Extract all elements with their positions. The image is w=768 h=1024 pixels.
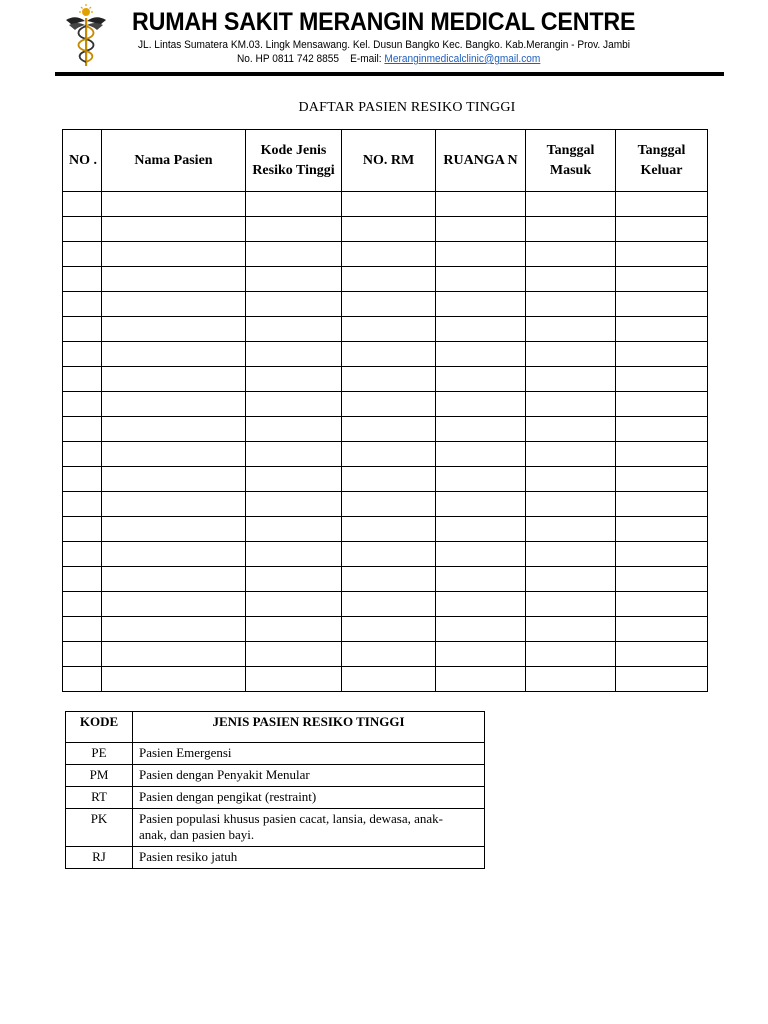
table-cell[interactable]: [616, 192, 708, 217]
table-cell[interactable]: [102, 417, 246, 442]
table-cell[interactable]: [342, 592, 436, 617]
table-cell[interactable]: [63, 267, 102, 292]
table-row: [63, 242, 708, 267]
table-row: [63, 542, 708, 567]
header-no-rm: NO. RM: [342, 130, 436, 192]
table-cell[interactable]: [342, 567, 436, 592]
table-cell[interactable]: [246, 567, 342, 592]
contact-line: [237, 53, 540, 65]
legend-description: Pasien populasi khusus pasien cacat, lansia, dewasa, anak-anak, dan pasien bayi.: [133, 809, 485, 847]
table-cell[interactable]: [526, 542, 616, 567]
header-ruangan: RUANGA N: [436, 130, 526, 192]
legend-header-row: [66, 712, 485, 743]
table-row: [63, 642, 708, 667]
table-row: [63, 517, 708, 542]
table-cell[interactable]: [63, 517, 102, 542]
table-cell[interactable]: [436, 642, 526, 667]
table-cell[interactable]: [436, 242, 526, 267]
legend-row: [66, 809, 485, 847]
table-cell[interactable]: [342, 617, 436, 642]
table-cell[interactable]: [526, 217, 616, 242]
table-cell[interactable]: [246, 342, 342, 367]
table-cell[interactable]: [102, 367, 246, 392]
legend-description: Pasien Emergensi: [133, 743, 485, 765]
table-cell[interactable]: [246, 442, 342, 467]
table-cell[interactable]: [436, 192, 526, 217]
legend-code: PM: [66, 765, 133, 787]
table-cell[interactable]: [436, 667, 526, 692]
caduceus-icon: [64, 4, 108, 68]
table-cell[interactable]: [342, 492, 436, 517]
table-cell[interactable]: [526, 242, 616, 267]
table-cell[interactable]: [342, 467, 436, 492]
table-cell[interactable]: [102, 392, 246, 417]
email-label: E-mail:: [350, 53, 382, 65]
table-row: [63, 467, 708, 492]
table-cell[interactable]: [102, 642, 246, 667]
table-cell[interactable]: [246, 417, 342, 442]
table-cell[interactable]: [436, 442, 526, 467]
table-cell[interactable]: [616, 642, 708, 667]
legend-row: [66, 847, 485, 869]
table-cell[interactable]: [526, 567, 616, 592]
patient-table-body: [63, 192, 708, 692]
table-cell[interactable]: [436, 592, 526, 617]
table-row: [63, 342, 708, 367]
legend-code: RJ: [66, 847, 133, 869]
table-cell[interactable]: [102, 667, 246, 692]
table-cell[interactable]: [102, 517, 246, 542]
table-cell[interactable]: [102, 342, 246, 367]
table-cell[interactable]: [436, 617, 526, 642]
table-cell[interactable]: [342, 217, 436, 242]
table-cell[interactable]: [63, 292, 102, 317]
table-cell[interactable]: [526, 642, 616, 667]
table-cell[interactable]: [246, 542, 342, 567]
table-cell[interactable]: [102, 317, 246, 342]
table-cell[interactable]: [63, 417, 102, 442]
table-cell[interactable]: [63, 392, 102, 417]
table-row: [63, 442, 708, 467]
table-cell[interactable]: [436, 467, 526, 492]
table-cell[interactable]: [246, 267, 342, 292]
table-cell[interactable]: [436, 492, 526, 517]
table-cell[interactable]: [436, 517, 526, 542]
legend-code: RT: [66, 787, 133, 809]
table-cell[interactable]: [246, 592, 342, 617]
letterhead-divider: [55, 72, 724, 76]
legend-header-kode: KODE: [66, 712, 133, 743]
table-cell[interactable]: [616, 467, 708, 492]
table-cell[interactable]: [526, 317, 616, 342]
table-cell[interactable]: [102, 242, 246, 267]
table-cell[interactable]: [526, 517, 616, 542]
table-cell[interactable]: [63, 592, 102, 617]
table-cell[interactable]: [526, 417, 616, 442]
table-cell[interactable]: [616, 492, 708, 517]
table-cell[interactable]: [526, 367, 616, 392]
table-cell[interactable]: [63, 367, 102, 392]
table-cell[interactable]: [102, 617, 246, 642]
hospital-address: JL. Lintas Sumatera KM.03. Lingk Mensawang. Kel. Dusun Bangko Kec. Bangko. Kab.Merangin - Prov. Jambi: [138, 39, 631, 51]
table-cell[interactable]: [526, 267, 616, 292]
table-cell[interactable]: [342, 667, 436, 692]
legend-row: [66, 787, 485, 809]
table-cell[interactable]: [246, 367, 342, 392]
table-cell[interactable]: [102, 567, 246, 592]
table-cell[interactable]: [63, 667, 102, 692]
table-row: [63, 667, 708, 692]
table-cell[interactable]: [342, 192, 436, 217]
letterhead: [0, 0, 768, 80]
table-cell[interactable]: [63, 467, 102, 492]
table-cell[interactable]: [436, 292, 526, 317]
legend-header-jenis: JENIS PASIEN RESIKO TINGGI: [133, 712, 485, 743]
table-cell[interactable]: [616, 317, 708, 342]
legend-table: [65, 711, 485, 869]
legend-code: PK: [66, 809, 133, 847]
table-cell[interactable]: [616, 367, 708, 392]
table-row: [63, 492, 708, 517]
table-row: [63, 217, 708, 242]
table-cell[interactable]: [102, 492, 246, 517]
table-row: [63, 417, 708, 442]
table-cell[interactable]: [63, 317, 102, 342]
table-cell[interactable]: [526, 192, 616, 217]
legend-description: Pasien dengan pengikat (restraint): [133, 787, 485, 809]
email-link[interactable]: Meranginmedicalclinic@gmail.com: [384, 53, 541, 65]
table-cell[interactable]: [102, 292, 246, 317]
table-cell[interactable]: [616, 567, 708, 592]
table-cell[interactable]: [246, 467, 342, 492]
table-row: [63, 567, 708, 592]
table-cell[interactable]: [246, 242, 342, 267]
table-cell[interactable]: [526, 467, 616, 492]
table-cell[interactable]: [616, 592, 708, 617]
table-cell[interactable]: [342, 417, 436, 442]
table-cell[interactable]: [616, 417, 708, 442]
table-cell[interactable]: [342, 267, 436, 292]
table-cell[interactable]: [526, 492, 616, 517]
table-cell[interactable]: [526, 592, 616, 617]
legend-description: Pasien resiko jatuh: [133, 847, 485, 869]
table-cell[interactable]: [526, 667, 616, 692]
table-cell[interactable]: [102, 542, 246, 567]
table-cell[interactable]: [342, 542, 436, 567]
table-cell[interactable]: [526, 442, 616, 467]
table-cell[interactable]: [102, 192, 246, 217]
table-cell[interactable]: [436, 342, 526, 367]
table-cell[interactable]: [616, 267, 708, 292]
table-cell[interactable]: [246, 517, 342, 542]
table-cell[interactable]: [616, 442, 708, 467]
header-no: NO .: [63, 130, 102, 192]
table-row: [63, 192, 708, 217]
table-cell[interactable]: [526, 617, 616, 642]
table-cell[interactable]: [246, 317, 342, 342]
header-kode-jenis: Kode Jenis Resiko Tinggi: [246, 130, 342, 192]
table-cell[interactable]: [63, 642, 102, 667]
table-cell[interactable]: [616, 342, 708, 367]
table-cell[interactable]: [342, 342, 436, 367]
table-cell[interactable]: [616, 667, 708, 692]
header-nama-pasien: Nama Pasien: [102, 130, 246, 192]
table-cell[interactable]: [246, 642, 342, 667]
patient-list-table: [62, 129, 708, 692]
table-cell[interactable]: [63, 617, 102, 642]
table-cell[interactable]: [342, 392, 436, 417]
table-row: [63, 367, 708, 392]
table-cell[interactable]: [63, 217, 102, 242]
document-title: DAFTAR PASIEN RESIKO TINGGI: [298, 100, 516, 115]
table-cell[interactable]: [246, 192, 342, 217]
table-cell[interactable]: [102, 442, 246, 467]
table-row: [63, 617, 708, 642]
table-row: [63, 292, 708, 317]
table-cell[interactable]: [526, 342, 616, 367]
table-cell[interactable]: [436, 542, 526, 567]
table-cell[interactable]: [342, 642, 436, 667]
table-cell[interactable]: [342, 317, 436, 342]
table-cell[interactable]: [342, 367, 436, 392]
table-cell[interactable]: [436, 392, 526, 417]
table-cell[interactable]: [246, 392, 342, 417]
table-cell[interactable]: [63, 242, 102, 267]
table-row: [63, 267, 708, 292]
table-cell[interactable]: [63, 492, 102, 517]
table-cell[interactable]: [246, 292, 342, 317]
legend-row: [66, 743, 485, 765]
table-row: [63, 392, 708, 417]
table-cell[interactable]: [342, 242, 436, 267]
table-cell[interactable]: [63, 192, 102, 217]
table-cell[interactable]: [63, 342, 102, 367]
header-tanggal-keluar: Tanggal Keluar: [616, 130, 708, 192]
table-cell[interactable]: [63, 567, 102, 592]
table-cell[interactable]: [436, 567, 526, 592]
table-header-row: [63, 130, 708, 192]
table-cell[interactable]: [526, 292, 616, 317]
table-cell[interactable]: [436, 217, 526, 242]
table-cell[interactable]: [436, 367, 526, 392]
table-cell[interactable]: [246, 617, 342, 642]
table-row: [63, 592, 708, 617]
table-cell[interactable]: [616, 517, 708, 542]
header-tanggal-masuk: Tanggal Masuk: [526, 130, 616, 192]
legend-row: [66, 765, 485, 787]
table-cell[interactable]: [63, 442, 102, 467]
legend-description: Pasien dengan Penyakit Menular: [133, 765, 485, 787]
table-cell[interactable]: [436, 317, 526, 342]
table-cell[interactable]: [63, 542, 102, 567]
table-cell[interactable]: [246, 217, 342, 242]
phone-number: No. HP 0811 742 8855: [237, 53, 340, 65]
table-cell[interactable]: [616, 617, 708, 642]
table-row: [63, 317, 708, 342]
table-cell[interactable]: [342, 292, 436, 317]
table-cell[interactable]: [102, 217, 246, 242]
table-cell[interactable]: [102, 592, 246, 617]
table-cell[interactable]: [616, 292, 708, 317]
table-cell[interactable]: [616, 217, 708, 242]
table-cell[interactable]: [102, 267, 246, 292]
table-cell[interactable]: [436, 267, 526, 292]
table-cell[interactable]: [616, 392, 708, 417]
hospital-name: RUMAH SAKIT MERANGIN MEDICAL CENTRE: [132, 8, 636, 36]
legend-code: PE: [66, 743, 133, 765]
table-cell[interactable]: [526, 392, 616, 417]
table-cell[interactable]: [102, 467, 246, 492]
table-cell[interactable]: [342, 442, 436, 467]
table-cell[interactable]: [616, 542, 708, 567]
table-cell[interactable]: [342, 517, 436, 542]
table-cell[interactable]: [616, 242, 708, 267]
table-cell[interactable]: [246, 667, 342, 692]
table-cell[interactable]: [436, 417, 526, 442]
table-cell[interactable]: [246, 492, 342, 517]
